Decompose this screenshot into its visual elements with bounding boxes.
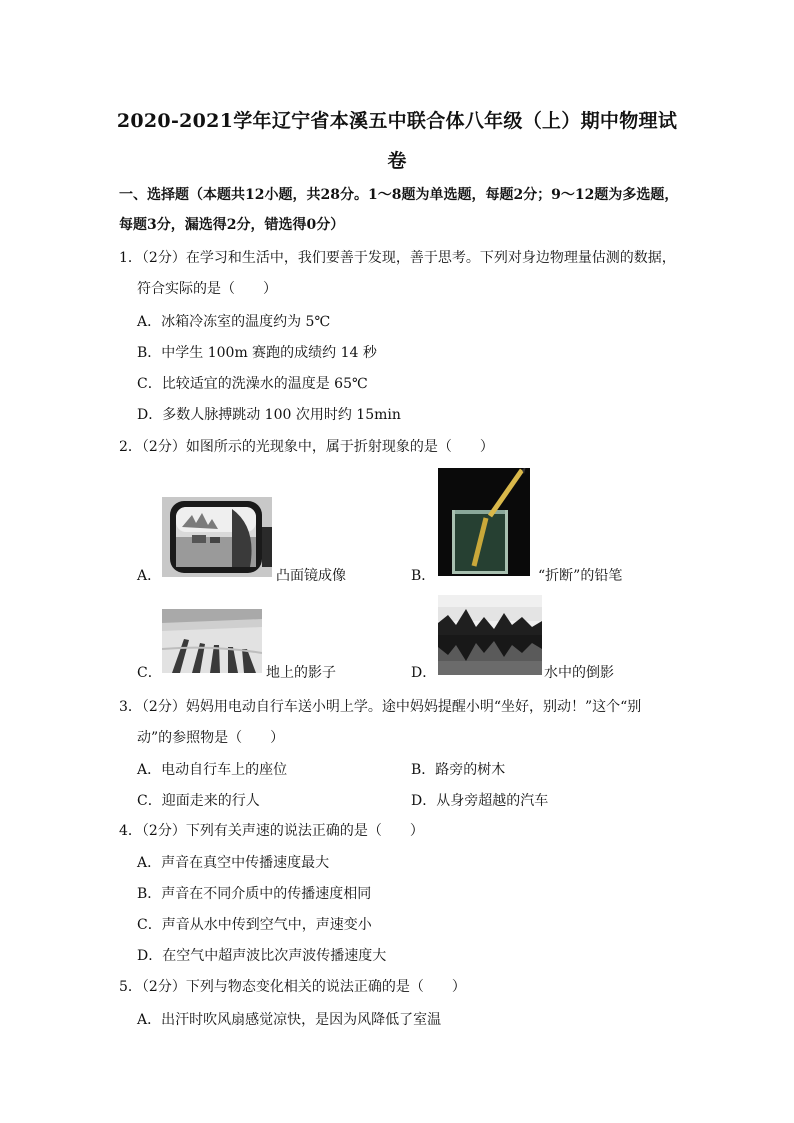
document-title-line2: 卷 [387, 150, 407, 172]
q4-option-a: A．声音在真空中传播速度最大 [137, 855, 330, 871]
q2-option-a-caption: 凸面镜成像 [276, 568, 346, 584]
q2-option-c-caption: 地上的影子 [266, 665, 336, 681]
q4-option-b: B．声音在不同介质中的传播速度相同 [137, 886, 372, 902]
bent-pencil-image [438, 468, 530, 576]
q2-option-b-letter: B． [411, 568, 436, 584]
q1-stem-line2: 符合实际的是（ ） [137, 281, 277, 297]
q1-option-a: A．冰箱冷冻室的温度约为 5℃ [137, 314, 331, 330]
section-heading [119, 180, 689, 240]
q5-stem: 5．（2分）下列与物态变化相关的说法正确的是（ ） [119, 979, 466, 995]
q1-option-c: C．比较适宜的洗澡水的温度是 65℃ [137, 376, 368, 392]
q2-option-a-letter: A． [137, 568, 162, 584]
q4-option-d: D．在空气中超声波比次声波传播速度大 [137, 948, 387, 964]
section-heading-line1: 一、选择题（本题共12小题，共28分。1～8题为单选题，每题2分；9～12题为多选题， [119, 187, 679, 203]
q3-option-a: A．电动自行车上的座位 [137, 762, 288, 778]
q1-stem-line1: 1．（2分）在学习和生活中，我们要善于发现，善于思考。下列对身边物理量估测的数据， [119, 250, 676, 266]
q5-option-a: A．出汗时吹风扇感觉凉快，是因为风降低了室温 [137, 1012, 442, 1028]
q4-option-c: C．声音从水中传到空气中，声速变小 [137, 917, 372, 933]
q1-option-b: B．中学生 100m 赛跑的成绩约 14 秒 [137, 345, 377, 361]
convex-mirror-image [162, 497, 272, 577]
q2-option-d-caption: 水中的倒影 [544, 665, 614, 681]
document-title-line1: 2020-2021学年辽宁省本溪五中联合体八年级（上）期中物理试 [116, 110, 678, 132]
q2-option-b-caption: “折断”的铅笔 [538, 568, 623, 584]
section-heading-line2: 每题3分，漏选得2分，错选得0分） [119, 217, 345, 233]
q3-option-c: C．迎面走来的行人 [137, 793, 260, 809]
q1-option-d: D．多数人脉搏跳动 100 次用时约 15min [137, 407, 401, 423]
q2-stem: 2．（2分）如图所示的光现象中，属于折射现象的是（ ） [119, 439, 494, 455]
q2-option-c-letter: C． [137, 665, 162, 681]
shadow-image [162, 609, 262, 673]
q3-option-b: B．路旁的树木 [411, 762, 506, 778]
q3-option-d: D．从身旁超越的汽车 [411, 793, 549, 809]
q4-stem: 4．（2分）下列有关声速的说法正确的是（ ） [119, 823, 424, 839]
q3-stem-line1: 3．（2分）妈妈用电动自行车送小明上学。途中妈妈提醒小明“坐好，别动！”这个“别 [119, 699, 642, 715]
water-reflection-image [438, 595, 542, 675]
q2-option-d-letter: D． [411, 665, 437, 681]
q3-stem-line2: 动”的参照物是（ ） [137, 730, 285, 746]
